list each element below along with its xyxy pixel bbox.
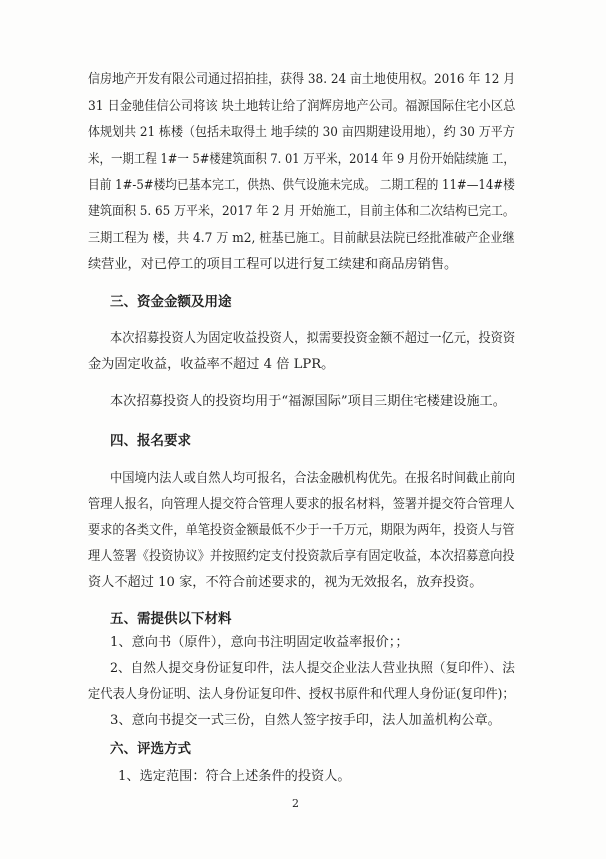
list-item: 3、意向书提交一式三份，自然人签字按手印，法人加盖机构公章。 bbox=[110, 713, 501, 728]
text-line: 续营业，对已停工的项目工程可以进行复工续建和商品房销售。 bbox=[88, 257, 458, 272]
section-4-heading: 四、报名要求 bbox=[110, 433, 191, 449]
list-item: 1、意向书（原件），意向书注明固定收益率报价；； bbox=[110, 635, 409, 650]
page-number: 2 bbox=[292, 797, 299, 810]
text-line: 建筑面积 5. 65 万平米，2017 年 2 月 开始施工，目前主体和二次结构已完工。 bbox=[88, 204, 515, 219]
text-line: 31 日金驰佳信公司将该 块土地转让给了润辉房地产公司。福源国际住宅小区总 bbox=[88, 99, 516, 114]
text-line: 本次招募投资人的投资均用于“福源国际”项目三期住宅楼建设施工。 bbox=[110, 394, 506, 409]
list-item-continuation: 定代表人身份证明、法人身份证复印件、授权书原件和代理人身份证(复印件)； bbox=[88, 687, 515, 702]
text-line: 要求的各类文件，单笔投资金额最低不少于一千万元，期限为两年，投资人与管 bbox=[88, 523, 515, 538]
text-line: 金为固定收益，收益率不超过 4 倍 LPR。 bbox=[88, 357, 335, 372]
list-item: 1、选定范围：符合上述条件的投资人。 bbox=[118, 769, 351, 784]
text-line: 三期工程为 楼，共 4.7 万 m2, 桩基已施工。目前献县法院已经批准破产企业继 bbox=[88, 231, 515, 246]
list-item: 2、自然人提交身份证复印件，法人提交企业法人营业执照（复印件）、法 bbox=[110, 661, 515, 676]
text-line: 管理人报名，向管理人提交符合管理人要求的报名材料，签署并提交符合管理人 bbox=[88, 497, 515, 512]
section-3-heading: 三、资金金额及用途 bbox=[110, 294, 232, 310]
section-5-heading: 五、需提供以下材料 bbox=[110, 611, 232, 627]
text-line: 体规划共 21 栋楼（包括未取得土 地手续的 30 亩四期建设用地），约 30 万平方 bbox=[88, 125, 515, 140]
text-line: 信房地产开发有限公司通过招拍挂，获得 38. 24 亩土地使用权。2016 年 12 月 bbox=[88, 72, 516, 87]
text-line: 目前 1#-5#楼均已基本完工，供热、供气设施未完成。 二期工程的 11#—14#楼 bbox=[88, 178, 515, 193]
text-line: 中国境内法人或自然人均可报名，合法金融机构优先。在报名时间截止前向 bbox=[110, 471, 516, 486]
section-6-heading: 六、评选方式 bbox=[110, 741, 191, 757]
text-line: 米，一期工程 1#一 5#楼建筑面积 7. 01 万平米，2014 年 9 月份开始陆续施 工， bbox=[88, 152, 515, 167]
text-line: 资人不超过 10 家，不符合前述要求的，视为无效报名，放弃投资。 bbox=[88, 575, 483, 590]
text-line: 理人签署《投资协议》并按照约定支付投资款后享有固定收益，本次招募意向投 bbox=[88, 549, 515, 564]
text-line: 本次招募投资人为固定收益投资人，拟需要投资金额不超过一亿元，投资资 bbox=[110, 331, 516, 346]
